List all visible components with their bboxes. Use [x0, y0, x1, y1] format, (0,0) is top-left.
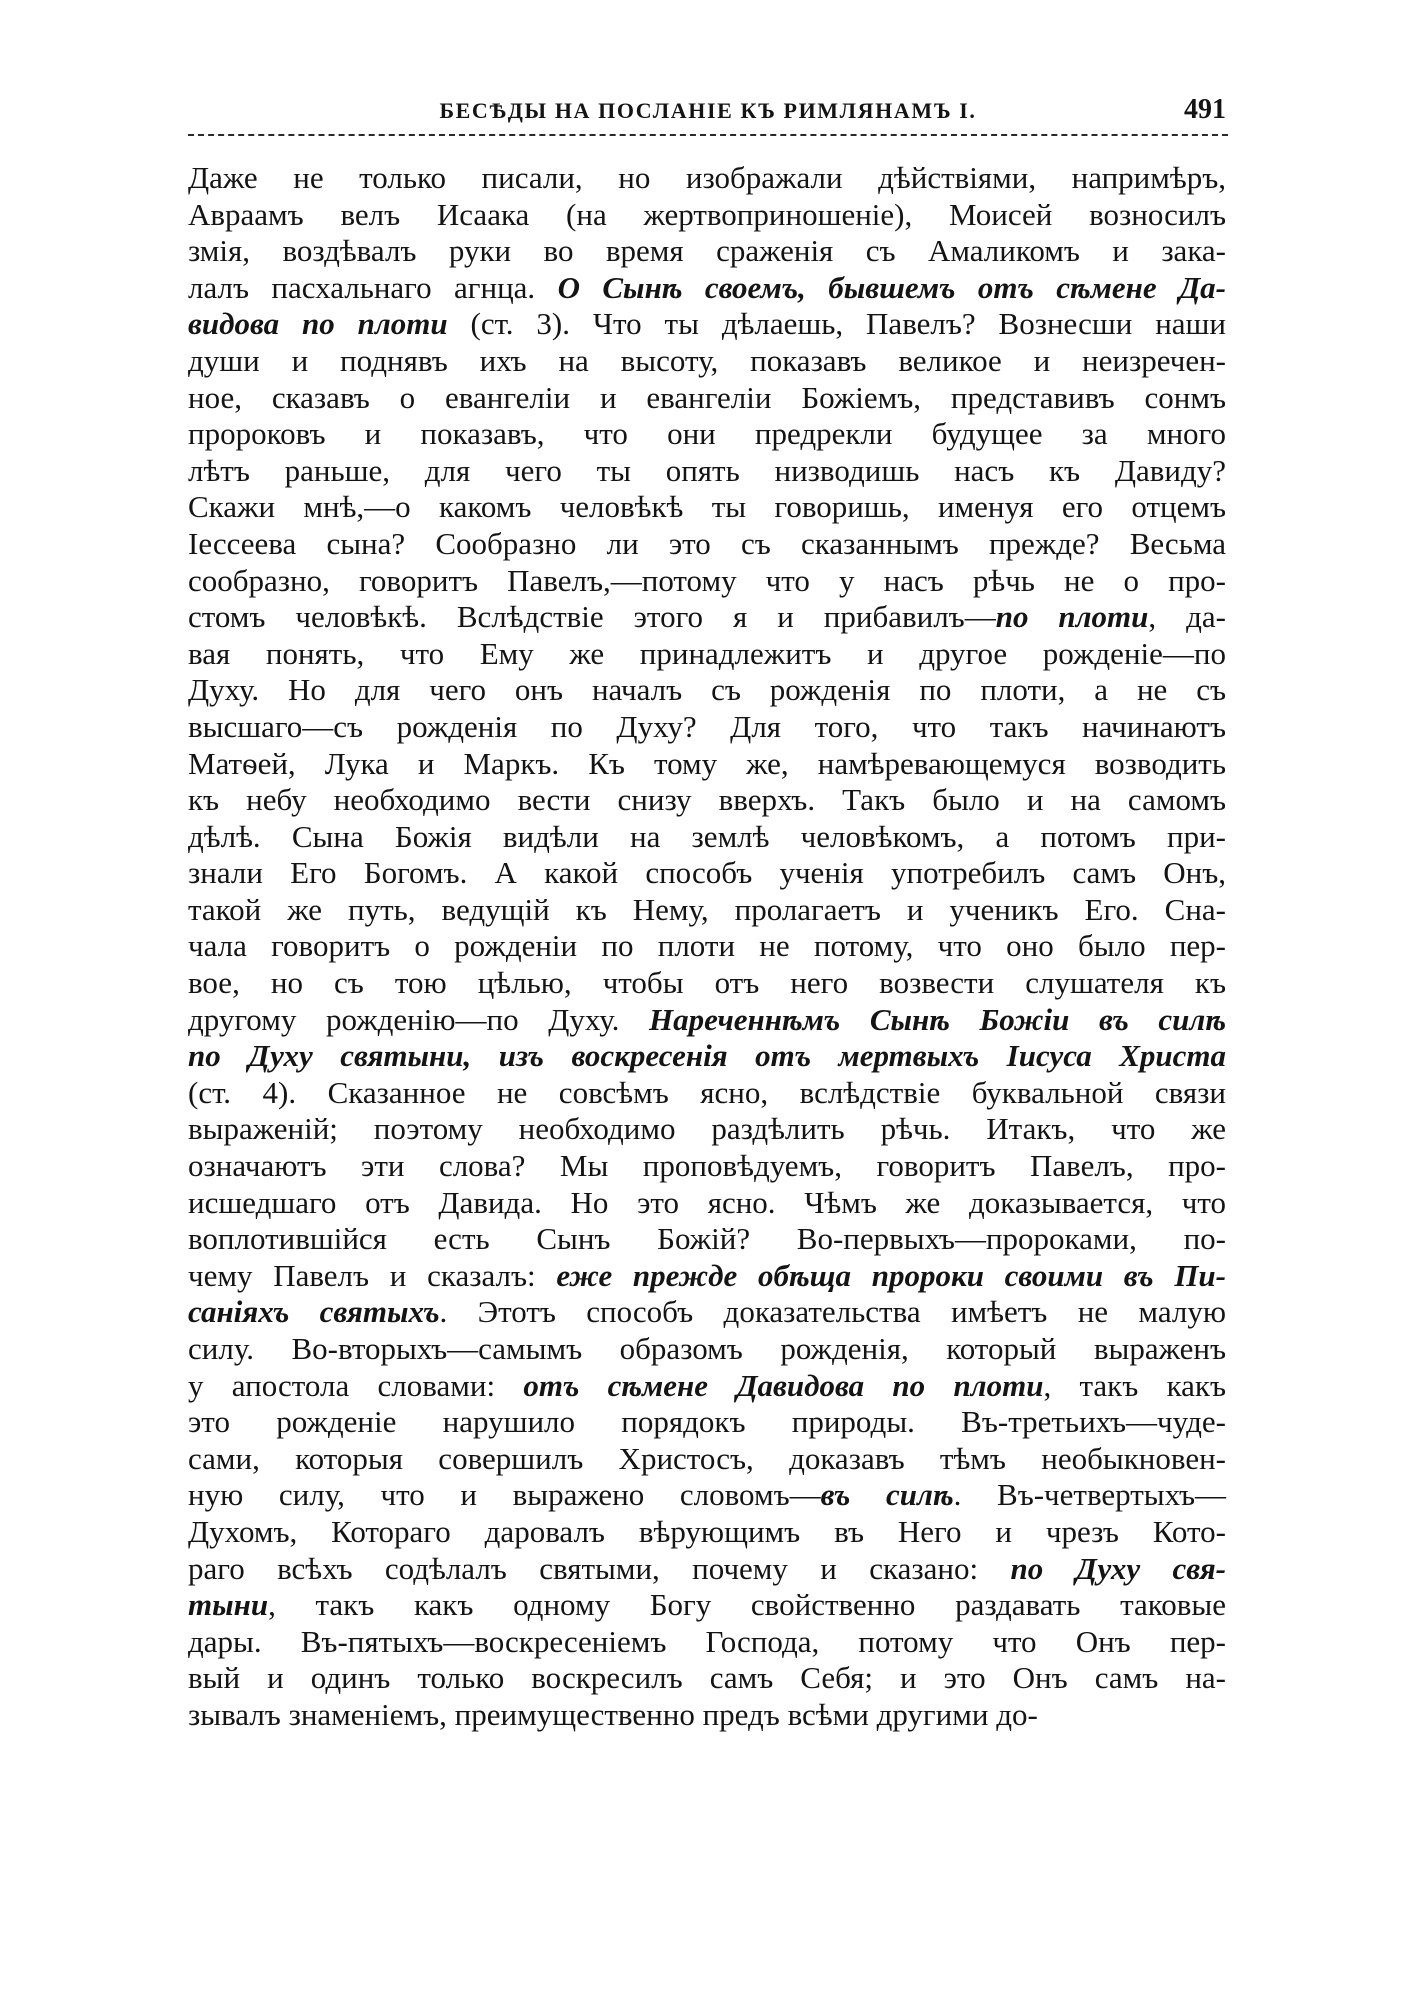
text-line	[188, 1221, 1226, 1258]
text-line	[188, 1441, 1226, 1478]
text-run: Скажи мнѣ,—о какомъ человѣкѣ ты говоришь, именуя его отцемъ	[188, 489, 1226, 525]
text-run: стомъ человѣкѣ. Вслѣдствіе этого я и прибавилъ—	[188, 599, 996, 635]
header-rule	[188, 134, 1228, 136]
body-text	[188, 160, 1226, 1734]
text-run: лалъ пасхальнаго агнца.	[188, 269, 558, 305]
text-run: Матѳей, Лука и Маркъ. Къ тому же, намѣревающемуся возводить	[188, 745, 1226, 781]
text-run: чала говоритъ о рожденіи по плоти не потому, что оно было пер-	[188, 928, 1226, 964]
text-run: змія, воздѣвалъ руки во время сраженія съ Амаликомъ и зака-	[188, 233, 1226, 269]
text-run: , да-	[1148, 599, 1226, 635]
text-line	[188, 416, 1226, 453]
text-line	[188, 1551, 1226, 1588]
text-run: это рожденіе нарушило порядокъ природы. Въ-третьихъ—чуде-	[188, 1404, 1226, 1440]
text-line	[188, 343, 1226, 380]
text-run: (ст. 3). Что ты дѣлаешь, Павелъ? Вознесши наши	[447, 306, 1227, 342]
text-run: исшедшаго отъ Давида. Но это ясно. Чѣмъ же доказывается, что	[188, 1184, 1226, 1220]
text-run: сами, которыя совершилъ Христосъ, доказавъ тѣмъ необыкновен-	[188, 1440, 1226, 1476]
text-line	[188, 746, 1226, 783]
text-run: зывалъ знаменіемъ, преимущественно предъ всѣми другими до-	[188, 1696, 1038, 1732]
text-run: къ небу необходимо вести снизу вверхъ. Такъ было и на самомъ	[188, 782, 1226, 818]
text-run: лѣтъ раньше, для чего ты опять низводишь насъ къ Давиду?	[188, 452, 1226, 488]
text-run: чему Павелъ и сказалъ:	[188, 1257, 557, 1293]
scripture-quote: въ силѣ	[820, 1477, 954, 1513]
text-run: пророковъ и показавъ, что они предрекли будущее за много	[188, 416, 1226, 452]
text-line	[188, 233, 1226, 270]
text-run: высшаго—съ рожденія по Духу? Для того, что такъ начинаютъ	[188, 708, 1226, 744]
text-run: вая понять, что Ему же принадлежитъ и другое рожденіе—по	[188, 635, 1226, 671]
text-run: у апостола словами:	[188, 1367, 524, 1403]
text-line	[188, 1368, 1226, 1405]
running-title: БЕСѢДЫ НА ПОСЛАНІЕ КЪ РИМЛЯНАМЪ I.	[439, 98, 977, 123]
text-line	[188, 709, 1226, 746]
text-line	[188, 1294, 1226, 1331]
scripture-quote: О Сынѣ своемъ, бывшемъ отъ сѣмене Да-	[557, 269, 1227, 305]
text-run: . Этотъ способъ доказательства имѣетъ не малую	[439, 1294, 1226, 1330]
scripture-quote: тыни	[188, 1587, 269, 1623]
scripture-quote: отъ сѣмене Давидова по плоти	[523, 1367, 1044, 1403]
text-line	[188, 782, 1226, 819]
text-line	[188, 1148, 1226, 1185]
text-line	[188, 453, 1226, 490]
text-run: ную силу, что и выражено словомъ—	[188, 1477, 821, 1513]
scripture-quote: саніяхъ святыхъ	[188, 1294, 440, 1330]
text-run: ное, сказавъ о евангеліи и евангеліи Божіемъ, представивъ сонмъ	[188, 379, 1226, 415]
scripture-quote: по плоти	[995, 599, 1149, 635]
text-line	[188, 160, 1226, 197]
text-run: вое, но съ тою цѣлью, чтобы отъ него возвести слушателя къ	[188, 965, 1226, 1001]
text-run: дѣлѣ. Сына Божія видѣли на землѣ человѣкомъ, а потомъ при-	[188, 818, 1226, 854]
text-run: раго всѣхъ содѣлалъ святыми, почему и сказано:	[188, 1550, 1011, 1586]
text-line	[188, 1697, 1226, 1734]
scripture-quote: Нареченнѣмъ Сынѣ Божіи въ силѣ	[649, 1001, 1227, 1037]
scripture-quote: видова по плоти	[188, 306, 448, 342]
text-run: силу. Во-вторыхъ—самымъ образомъ рожденія, который выраженъ	[188, 1331, 1226, 1366]
text-run: , такъ какъ	[1043, 1367, 1227, 1403]
scripture-quote: еже прежде обѣща пророки своими въ Пи-	[556, 1257, 1226, 1293]
text-run: Іессеева сына? Сообразно ли это съ сказаннымъ прежде? Весьма	[188, 525, 1226, 561]
text-line	[188, 928, 1226, 965]
text-line	[188, 563, 1226, 600]
text-run: означаютъ эти слова? Мы проповѣдуемъ, говоритъ Павелъ, про-	[188, 1148, 1226, 1184]
text-run: вый и одинъ только воскресилъ самъ Себя; и это Онъ самъ на-	[188, 1660, 1226, 1696]
text-line	[188, 270, 1226, 307]
text-line	[188, 1075, 1226, 1112]
text-line	[188, 1624, 1226, 1661]
text-line	[188, 1587, 1226, 1624]
text-line	[188, 599, 1226, 636]
text-run: сообразно, говоритъ Павелъ,—потому что у насъ рѣчь не о про-	[188, 562, 1226, 598]
text-run: выраженій; поэтому необходимо раздѣлить рѣчь. Итакъ, что же	[188, 1111, 1226, 1147]
text-run: души и поднявъ ихъ на высоту, показавъ великое и неизречен-	[188, 342, 1226, 378]
text-line	[188, 1331, 1226, 1368]
text-line	[188, 1038, 1226, 1075]
text-line	[188, 892, 1226, 929]
text-run: . Въ-четвертыхъ—	[953, 1477, 1226, 1513]
text-run: (ст. 4). Сказанное не совсѣмъ ясно, вслѣдствіе буквальной связи	[188, 1074, 1226, 1110]
text-line	[188, 819, 1226, 856]
text-line	[188, 197, 1226, 234]
text-line	[188, 1111, 1226, 1148]
text-line	[188, 380, 1226, 417]
text-run: дары. Въ-пятыхъ—воскресеніемъ Господа, потому что Онъ пер-	[188, 1623, 1226, 1659]
text-run: Духомъ, Котораго даровалъ вѣрующимъ въ Него и чрезъ Кото-	[188, 1513, 1226, 1549]
text-line	[188, 1258, 1226, 1295]
text-run: другому рожденію—по Духу.	[188, 1001, 650, 1037]
scripture-quote: по Духу свя-	[1010, 1550, 1226, 1586]
text-line	[188, 636, 1226, 673]
text-line	[188, 965, 1226, 1002]
text-line	[188, 526, 1226, 563]
text-run: , такъ какъ одному Богу свойственно раздавать таковые	[268, 1587, 1226, 1623]
text-line	[188, 1404, 1226, 1441]
text-line	[188, 1002, 1226, 1039]
text-line	[188, 1477, 1226, 1514]
text-run: воплотившійся есть Сынъ Божій? Во-первыхъ—пророками, по-	[188, 1221, 1226, 1257]
text-run: Авраамъ велъ Исаака (на жертвоприношеніе), Моисей возносилъ	[188, 196, 1226, 232]
text-line	[188, 855, 1226, 892]
text-line	[188, 489, 1226, 526]
text-run: Даже не только писали, но изображали дѣйствіями, напримѣръ,	[188, 160, 1226, 195]
text-run: знали Его Богомъ. А какой способъ ученія употребилъ самъ Онъ,	[188, 855, 1226, 891]
running-head	[188, 94, 1228, 132]
text-line	[188, 672, 1226, 709]
text-line	[188, 306, 1226, 343]
text-run: Духу. Но для чего онъ началъ съ рожденія по плоти, а не съ	[188, 672, 1226, 708]
text-line	[188, 1514, 1226, 1551]
page-number: 491	[1184, 94, 1226, 125]
text-line	[188, 1185, 1226, 1222]
text-run: такой же путь, ведущій къ Нему, пролагаетъ и ученикъ Его. Сна-	[188, 891, 1226, 927]
text-line	[188, 1660, 1226, 1697]
scripture-quote: по Духу святыни, изъ воскресенія отъ мертвыхъ Іисуса Христа	[188, 1038, 1226, 1074]
